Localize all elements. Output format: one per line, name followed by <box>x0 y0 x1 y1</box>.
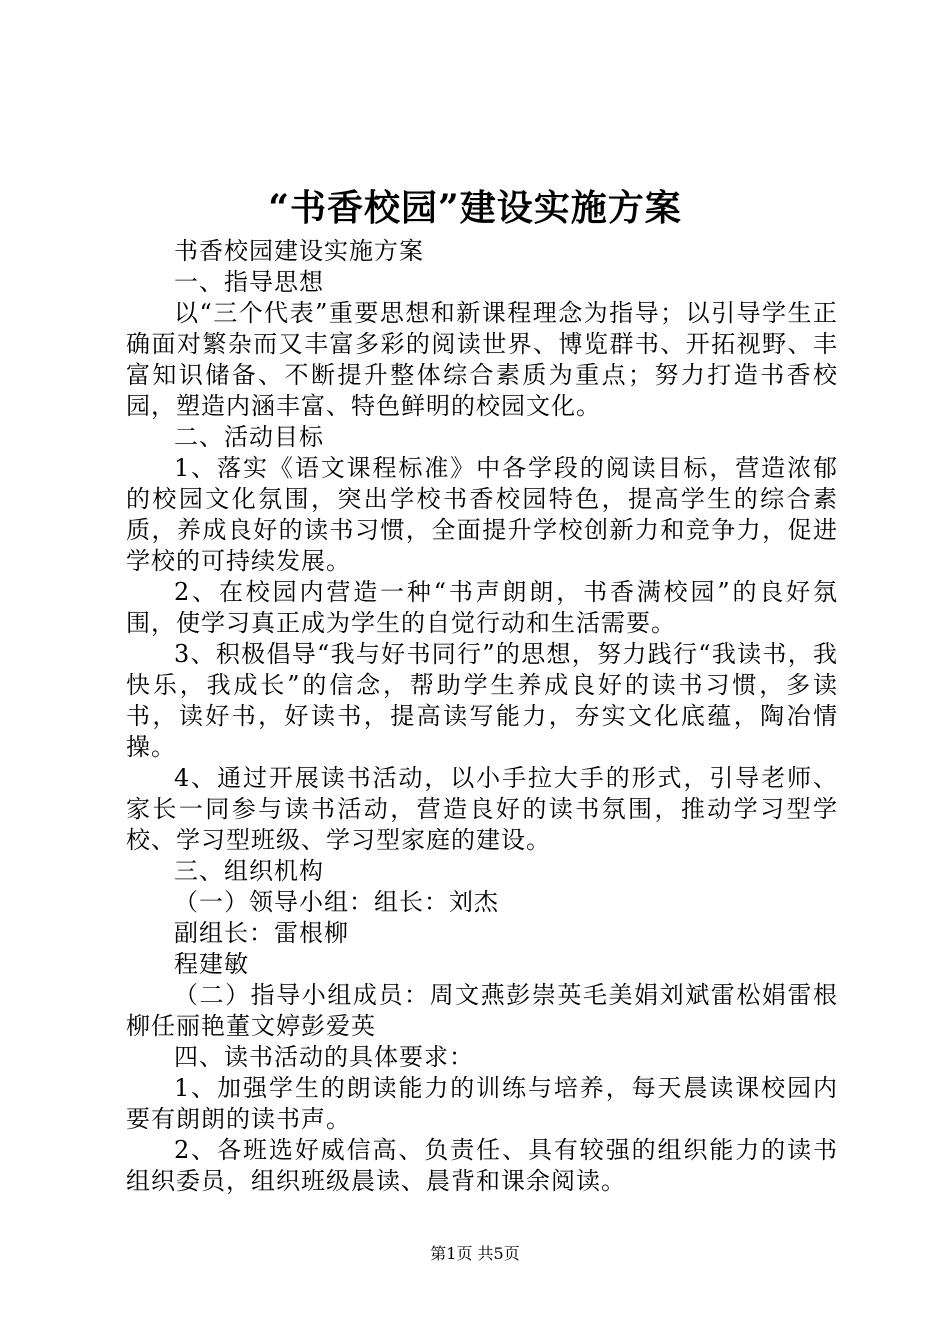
paragraph-deputy-leader: 副组长：雷根柳 <box>174 919 349 947</box>
heading-organization: 三、组织机构 <box>174 857 324 885</box>
paragraph-guiding-ideology: 以“三个代表”重要思想和新课程理念为指导；以引导学生正确面对繁杂而又丰富多彩的阅读世界、博览群书、开拓视野、丰富知识储备、不断提升整体综合素质为重点；努力打造书香校园，塑造内涵丰富、特色鲜明的校园文化。 <box>126 299 838 420</box>
paragraph-requirement-2: 2、各班选好威信高、负责任、具有较强的组织能力的读书组织委员，组织班级晨读、晨背和课余阅读。 <box>126 1136 838 1195</box>
paragraph-goal-1: 1、落实《语文课程标准》中各学段的阅读目标，营造浓郁的校园文化氛围，突出学校书香校园特色，提高学生的综合素质，养成良好的读书习惯，全面提升学校创新力和竞争力，促进学校的可持续发展。 <box>126 454 838 575</box>
paragraph-goal-2: 2、在校园内营造一种“书声朗朗，书香满校园”的良好氛围，使学习真正成为学生的自觉行动和生活需要。 <box>126 578 838 637</box>
heading-guiding-ideology: 一、指导思想 <box>174 268 324 296</box>
heading-requirements: 四、读书活动的具体要求： <box>174 1043 474 1071</box>
document-title: “书香校园”建设实施方案 <box>268 187 682 229</box>
paragraph-guidance-group: （二）指导小组成员：周文燕彭崇英毛美娟刘斌雷松娟雷根柳任丽艳董文婷彭爱英 <box>126 981 838 1040</box>
paragraph-subtitle: 书香校园建设实施方案 <box>174 237 424 265</box>
paragraph-leadership-group: （一）领导小组：组长：刘杰 <box>174 888 499 916</box>
heading-activity-goals: 二、活动目标 <box>174 423 324 451</box>
paragraph-deputy-leader-2: 程建敏 <box>174 950 249 978</box>
page-footer: 第1页 共5页 <box>430 1244 520 1263</box>
paragraph-goal-3: 3、积极倡导“我与好书同行”的思想，努力践行“我读书，我快乐，我成长”的信念，帮助学生养成良好的读书习惯，多读书，读好书，好读书，提高读写能力，夯实文化底蕴，陶冶情操。 <box>126 640 838 761</box>
document-body <box>126 236 838 1197</box>
paragraph-requirement-1: 1、加强学生的朗读能力的训练与培养，每天晨读课校园内要有朗朗的读书声。 <box>126 1074 838 1133</box>
paragraph-goal-4: 4、通过开展读书活动，以小手拉大手的形式，引导老师、家长一同参与读书活动，营造良好的读书氛围，推动学习型学校、学习型班级、学习型家庭的建设。 <box>126 764 838 854</box>
